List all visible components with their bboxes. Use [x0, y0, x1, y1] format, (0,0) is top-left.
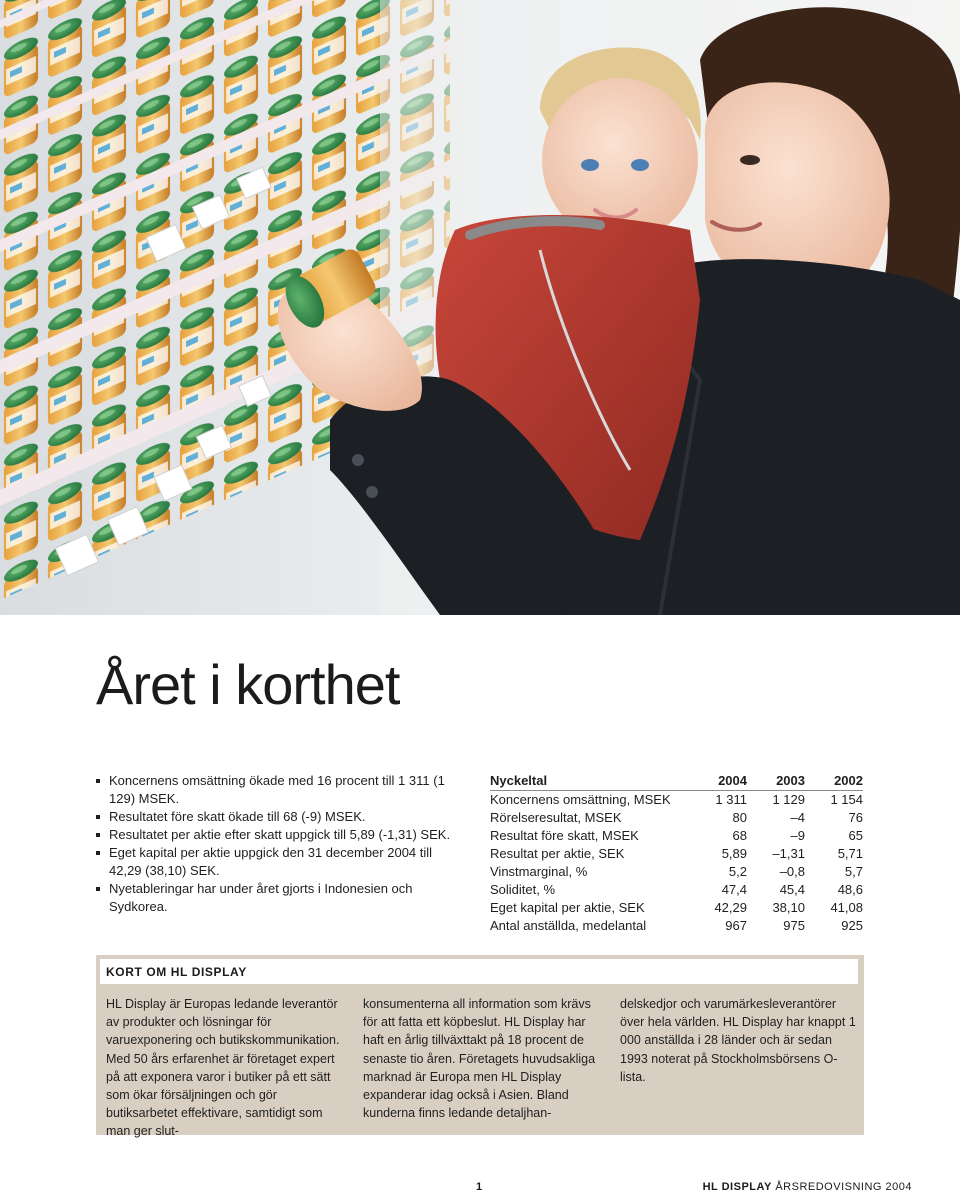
page-title: Året i korthet — [96, 653, 400, 716]
about-column-3: delskedjor och varumärkesleverantörer över hela världen. HL Display har knappt 1 000 anställda i 28 länder och är sedan 1993 noterat på Stockholmsbörsens O-lista. — [620, 997, 856, 1084]
table-row — [490, 881, 863, 899]
cell-2002: 65 — [848, 828, 863, 843]
table-header-2003: 2003 — [776, 773, 805, 788]
cell-2003: –4 — [790, 810, 805, 825]
footer-brand — [703, 1181, 912, 1193]
row-label: Vinstmarginal, % — [490, 864, 588, 879]
table-row — [490, 827, 863, 845]
cell-2003: 38,10 — [772, 900, 805, 915]
row-label: Soliditet, % — [490, 882, 556, 897]
row-label: Antal anställda, medelantal — [490, 918, 647, 933]
highlight-item: Eget kapital per aktie uppgick den 31 december 2004 till 42,29 (38,10) SEK. — [96, 844, 466, 880]
cell-2002: 1 154 — [830, 792, 863, 807]
cell-2004: 5,89 — [721, 846, 747, 861]
table-header-row — [490, 772, 863, 791]
highlight-item: Koncernens omsättning ökade med 16 procent till 1 311 (1 129) MSEK. — [96, 772, 466, 808]
cell-2003: 1 129 — [772, 792, 805, 807]
cell-2002: 5,7 — [844, 864, 863, 879]
table-row — [490, 791, 863, 810]
row-label: Eget kapital per aktie, SEK — [490, 900, 645, 915]
about-column-2: konsumenterna all information som krävs för att fatta ett köpbeslut. HL Display har haft en årlig tillväxttakt på 18 procent de senaste tio åren. Företagets huvudsakliga marknad är Europa men HL Display expanderar idag också i Asien. Bland kunderna finns ledande detaljhan- — [363, 997, 596, 1121]
table-row — [490, 845, 863, 863]
table-header-2002: 2002 — [834, 773, 863, 788]
row-label: Resultat före skatt, MSEK — [490, 828, 639, 843]
cell-2002: 925 — [841, 918, 863, 933]
cell-2003: 45,4 — [779, 882, 805, 897]
table-row — [490, 917, 863, 935]
cell-2003: 975 — [783, 918, 805, 933]
cell-2004: 1 311 — [715, 792, 747, 807]
cell-2004: 42,29 — [714, 900, 747, 915]
cell-2004: 47,4 — [721, 882, 747, 897]
about-column-1: HL Display är Europas ledande leverantör av produkter och lösningar för varuexponering och butikskommunikation. Med 50 års erfarenhet är företaget expert på att exponera varor i butiker på ett sätt som ökar försäljningen och gör butiksarbetet effektivare, samtidigt som man ger slut- — [106, 997, 340, 1139]
page-number: 1 — [476, 1181, 483, 1193]
about-box — [96, 955, 864, 1139]
cell-2002: 5,71 — [837, 846, 863, 861]
table-row — [490, 863, 863, 881]
highlight-item: Resultatet före skatt ökade till 68 (-9) MSEK. — [96, 808, 466, 826]
about-heading: KORT OM HL DISPLAY — [100, 959, 858, 984]
cell-2002: 41,08 — [830, 900, 863, 915]
cell-2004: 80 — [732, 810, 747, 825]
cell-2004: 967 — [725, 918, 747, 933]
cell-2003: –0,8 — [779, 864, 805, 879]
highlight-item: Resultatet per aktie efter skatt uppgick till 5,89 (-1,31) SEK. — [96, 826, 466, 844]
row-label: Rörelseresultat, MSEK — [490, 810, 622, 825]
footer-report-name: ÅRSREDOVISNING 2004 — [775, 1181, 912, 1193]
cell-2004: 5,2 — [728, 864, 747, 879]
cell-2004: 68 — [732, 828, 747, 843]
table-header-label: Nyckeltal — [490, 773, 548, 788]
table-header-2004: 2004 — [718, 773, 747, 788]
key-figures-table — [490, 772, 863, 935]
cell-2002: 76 — [848, 810, 863, 825]
footer-brand-name: HL DISPLAY — [702, 1181, 772, 1193]
cell-2003: –9 — [790, 828, 805, 843]
row-label: Koncernens omsättning, MSEK — [490, 792, 671, 807]
row-label: Resultat per aktie, SEK — [490, 846, 625, 861]
table-row — [490, 809, 863, 827]
cell-2003: –1,31 — [772, 846, 805, 861]
cell-2002: 48,6 — [837, 882, 863, 897]
table-row — [490, 899, 863, 917]
highlight-item: Nyetableringar har under året gjorts i Indonesien och Sydkorea. — [96, 880, 466, 916]
highlights-list — [96, 772, 466, 916]
